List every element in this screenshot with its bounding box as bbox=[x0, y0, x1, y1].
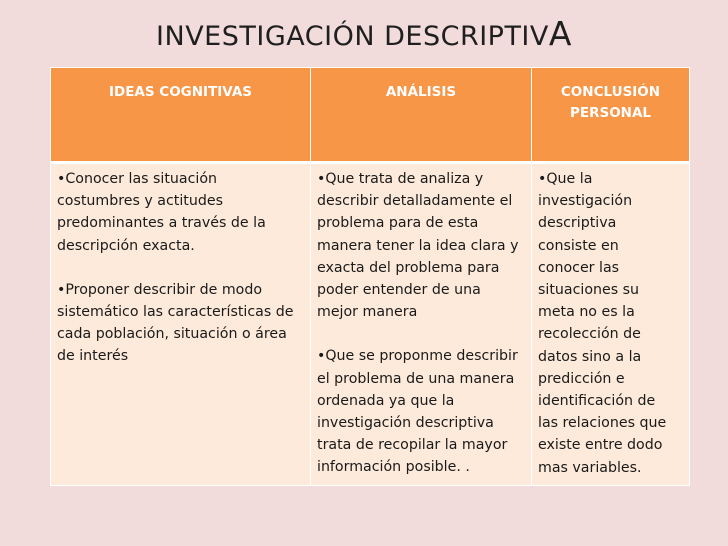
cell-ideas-cognitivas bbox=[51, 163, 311, 486]
text-line: •Conocer las situación bbox=[57, 171, 218, 187]
paragraph-gap bbox=[317, 323, 527, 345]
text-line: describir detalladamente el bbox=[317, 193, 513, 210]
text-line: poder entender de una bbox=[317, 282, 481, 299]
header-conclusion-personal: CONCLUSIÓN PERSONAL bbox=[532, 68, 690, 163]
paragraph bbox=[57, 279, 306, 368]
text-line: datos sino a la bbox=[538, 348, 642, 365]
text-line: predominantes a través de la bbox=[57, 215, 266, 232]
header-ideas-cognitivas: IDEAS COGNITIVAS bbox=[51, 68, 311, 163]
text-line: mejor manera bbox=[317, 304, 418, 321]
table-header-row bbox=[51, 68, 690, 163]
text-line: consiste en bbox=[538, 237, 619, 254]
text-line: de interés bbox=[57, 348, 129, 365]
text-line: meta no es la bbox=[538, 304, 635, 321]
paragraph-gap bbox=[57, 257, 306, 279]
text-line: cada población, situación o área bbox=[57, 326, 287, 343]
paragraph bbox=[57, 168, 306, 257]
cell-analisis bbox=[311, 163, 532, 486]
header-analisis: ANÁLISIS bbox=[311, 68, 532, 163]
text-line: identificación de bbox=[538, 393, 656, 410]
paragraph bbox=[317, 345, 527, 478]
text-line: información posible. . bbox=[317, 459, 470, 476]
text-line: las relaciones que bbox=[538, 415, 667, 432]
text-line: exacta del problema para bbox=[317, 259, 500, 276]
paragraph bbox=[538, 168, 685, 479]
text-line: manera tener la idea clara y bbox=[317, 237, 519, 254]
text-line: situaciones su bbox=[538, 282, 640, 299]
text-line: problema para de esta bbox=[317, 215, 479, 232]
text-line: investigación bbox=[538, 193, 633, 210]
text-line: descripción exacta. bbox=[57, 237, 195, 254]
text-line: mas variables. bbox=[538, 459, 642, 476]
text-line: investigación descriptiva bbox=[317, 415, 494, 432]
comparison-table bbox=[50, 67, 690, 486]
title-text: INVESTIGACIÓN DESCRIPTIV bbox=[156, 21, 549, 52]
text-line: ordenada ya que la bbox=[317, 392, 455, 409]
text-line: •Que trata de analiza y bbox=[317, 171, 484, 187]
cell-conclusion-personal bbox=[532, 163, 690, 486]
text-line: •Proponer describir de modo bbox=[57, 281, 263, 298]
table-row bbox=[51, 163, 690, 486]
text-line: trata de recopilar la mayor bbox=[317, 437, 508, 454]
title-last-letter: A bbox=[548, 14, 572, 53]
text-line: existe entre dodo bbox=[538, 437, 663, 454]
text-line: el problema de una manera bbox=[317, 370, 515, 387]
text-line: costumbres y actitudes bbox=[57, 193, 223, 210]
paragraph bbox=[317, 168, 527, 323]
text-line: conocer las bbox=[538, 259, 620, 276]
text-line: sistemático las características de bbox=[57, 304, 294, 321]
text-line: descriptiva bbox=[538, 215, 617, 232]
text-line: •Que la bbox=[538, 171, 593, 187]
text-line: •Que se proponme describir bbox=[317, 348, 518, 365]
text-line: predicción e bbox=[538, 370, 625, 387]
slide-title bbox=[0, 14, 728, 53]
text-line: recolección de bbox=[538, 326, 641, 343]
